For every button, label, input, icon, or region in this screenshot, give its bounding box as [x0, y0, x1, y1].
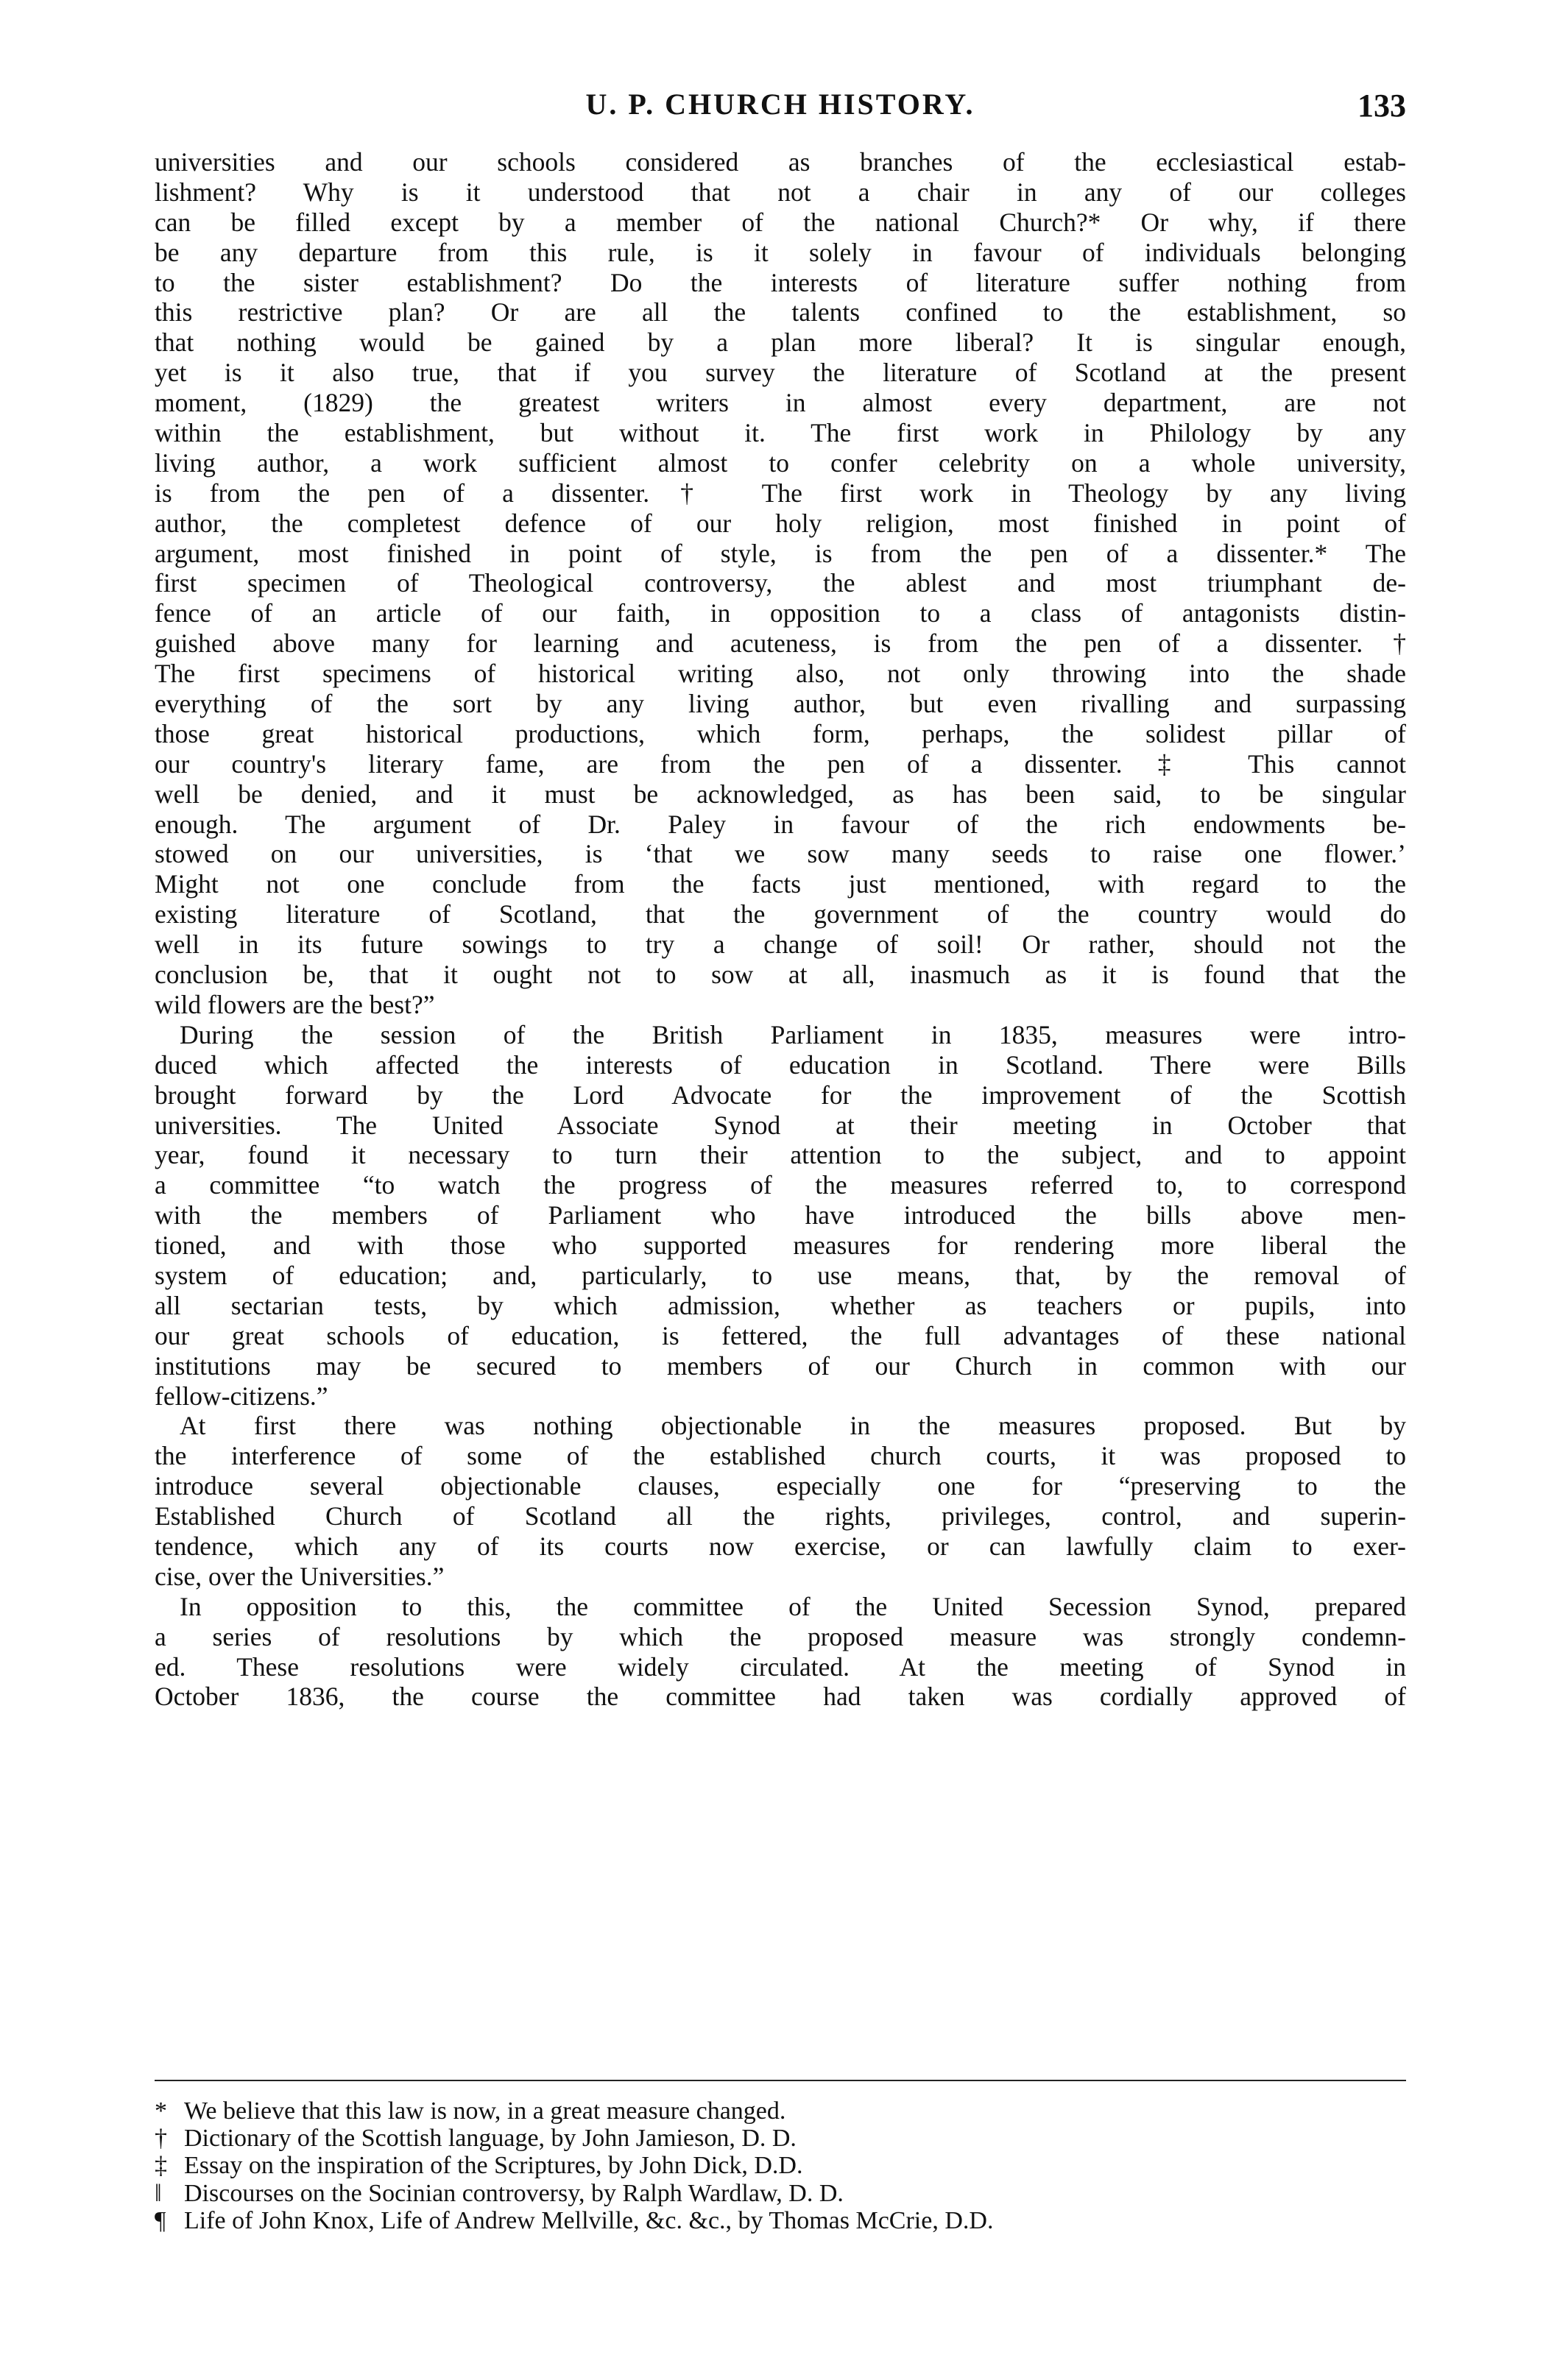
text-line: can be filled except by a member of the national Church?* Or why, if there	[155, 207, 1406, 237]
footnote-text: Life of John Knox, Life of Andrew Mellville, &c. &c., by Thomas McCrie, D.D.	[184, 2206, 994, 2234]
footnote	[155, 2152, 1406, 2179]
footnotes	[155, 2097, 1406, 2234]
text-line: brought forward by the Lord Advocate for the improvement of the Scottish	[155, 1080, 1406, 1110]
text-line: well in its future sowings to try a change of soil! Or rather, should not the	[155, 929, 1406, 960]
text-line: stowed on our universities, is ‘that we sow many seeds to raise one flower.’	[155, 839, 1406, 869]
footnote-mark: ¶	[155, 2206, 166, 2234]
text-line: to the sister establishment? Do the interests of literature suffer nothing from	[155, 267, 1406, 297]
text-line: In opposition to this, the committee of the United Secession Synod, prepared	[180, 1591, 1406, 1621]
text-line: this restrictive plan? Or are all the talents confined to the establishment, so	[155, 297, 1406, 327]
text-line: a series of resolutions by which the proposed measure was strongly condemn-	[155, 1621, 1406, 1651]
text-line: with the members of Parliament who have introduced the bills above men-	[155, 1200, 1406, 1230]
text-line: all sectarian tests, by which admission, whether as teachers or pupils, into	[155, 1290, 1406, 1320]
footnote-rule	[155, 2080, 1406, 2081]
text-line: our great schools of education, is fettered, the full advantages of these national	[155, 1320, 1406, 1350]
footnote	[155, 2207, 1406, 2234]
text-line: cise, over the Universities.”	[155, 1561, 445, 1591]
text-line: first specimen of Theological controversy, the ablest and most triumphant de-	[155, 568, 1406, 598]
text-line: duced which affected the interests of education in Scotland. There were Bills	[155, 1049, 1406, 1080]
text-line: At first there was nothing objectionable in the measures proposed. But by	[180, 1411, 1406, 1441]
footnote	[155, 2180, 1406, 2207]
text-line: well be denied, and it must be acknowledged, as has been said, to be singular	[155, 779, 1406, 809]
text-line: fence of an article of our faith, in opposition to a class of antagonists distin-	[155, 598, 1406, 628]
text-line: that nothing would be gained by a plan more liberal? It is singular enough,	[155, 327, 1406, 358]
text-line: conclusion be, that it ought not to sow at all, inasmuch as it is found that the	[155, 960, 1406, 990]
footnote-text: Dictionary of the Scottish language, by John Jamieson, D. D.	[184, 2125, 797, 2153]
text-line: is from the pen of a dissenter.† The first work in Theology by any living	[155, 478, 1406, 508]
page-number: 133	[1357, 88, 1406, 124]
text-line: those great historical productions, which form, perhaps, the solidest pillar of	[155, 718, 1406, 748]
text-line: the interference of some of the established church courts, it was proposed to	[155, 1441, 1406, 1471]
footnote	[155, 2125, 1406, 2152]
text-line: The first specimens of historical writing also, not only throwing into the shade	[155, 659, 1406, 689]
text-line: enough. The argument of Dr. Paley in favour of the rich endowments be-	[155, 809, 1406, 839]
text-line: system of education; and, particularly, to use means, that, by the removal of	[155, 1260, 1406, 1290]
text-line: universities and our schools considered as branches of the ecclesiastical estab-	[155, 147, 1406, 177]
footnote-text: Discourses on the Socinian controversy, by Ralph Wardlaw, D. D.	[184, 2179, 844, 2207]
text-line: existing literature of Scotland, that the government of the country would do	[155, 899, 1406, 929]
body-text	[155, 147, 1406, 1712]
text-line: wild flowers are the best?”	[155, 989, 435, 1019]
text-line: introduce several objectionable clauses, especially one for “preserving to the	[155, 1471, 1406, 1501]
text-line: fellow-citizens.”	[155, 1381, 328, 1411]
text-line: a committee “to watch the progress of the measures referred to, to correspond	[155, 1170, 1406, 1200]
text-line: institutions may be secured to members of our Church in common with our	[155, 1350, 1406, 1381]
text-line: October 1836, the course the committee had taken was cordially approved of	[155, 1682, 1406, 1712]
text-line: year, found it necessary to turn their attention to the subject, and to appoint	[155, 1140, 1406, 1170]
text-line: Established Church of Scotland all the rights, privileges, control, and superin-	[155, 1501, 1406, 1531]
text-line: moment, (1829) the greatest writers in almost every department, are not	[155, 388, 1406, 418]
footnote	[155, 2097, 1406, 2125]
text-line: universities. The United Associate Synod at their meeting in October that	[155, 1110, 1406, 1140]
text-line: argument, most finished in point of style, is from the pen of a dissenter.* The	[155, 538, 1406, 568]
footnote-mark: ‖	[155, 2179, 162, 2207]
text-line: within the establishment, but without it. The first work in Philology by any	[155, 418, 1406, 448]
running-head	[155, 87, 1406, 131]
text-line: tendence, which any of its courts now exercise, or can lawfully claim to exer-	[155, 1531, 1406, 1561]
text-line: living author, a work sufficient almost to confer celebrity on a whole university,	[155, 447, 1406, 478]
text-line: tioned, and with those who supported measures for rendering more liberal the	[155, 1230, 1406, 1261]
text-line: During the session of the British Parliament in 1835, measures were intro-	[180, 1019, 1406, 1049]
footnote-mark: *	[155, 2097, 167, 2125]
footnote-text: We believe that this law is now, in a great measure changed.	[184, 2097, 786, 2125]
footnote-text: Essay on the inspiration of the Scriptures, by John Dick, D.D.	[184, 2152, 803, 2180]
footnote-mark: †	[155, 2125, 167, 2153]
text-line: guished above many for learning and acuteness, is from the pen of a dissenter.†	[155, 628, 1406, 659]
text-line: lishment? Why is it understood that not a chair in any of our colleges	[155, 177, 1406, 207]
text-line: everything of the sort by any living author, but even rivalling and surpassing	[155, 689, 1406, 719]
text-line: our country's literary fame, are from the pen of a dissenter.‡ This cannot	[155, 748, 1406, 779]
text-line: ed. These resolutions were widely circulated. At the meeting of Synod in	[155, 1651, 1406, 1682]
text-line: Might not one conclude from the facts just mentioned, with regard to the	[155, 869, 1406, 899]
text-line: yet is it also true, that if you survey the literature of Scotland at the present	[155, 358, 1406, 388]
text-line: be any departure from this rule, is it solely in favour of individuals belonging	[155, 237, 1406, 267]
footnote-mark: ‡	[155, 2152, 167, 2180]
text-line: author, the completest defence of our holy religion, most finished in point of	[155, 508, 1406, 538]
running-title: U. P. CHURCH HISTORY.	[585, 88, 975, 121]
